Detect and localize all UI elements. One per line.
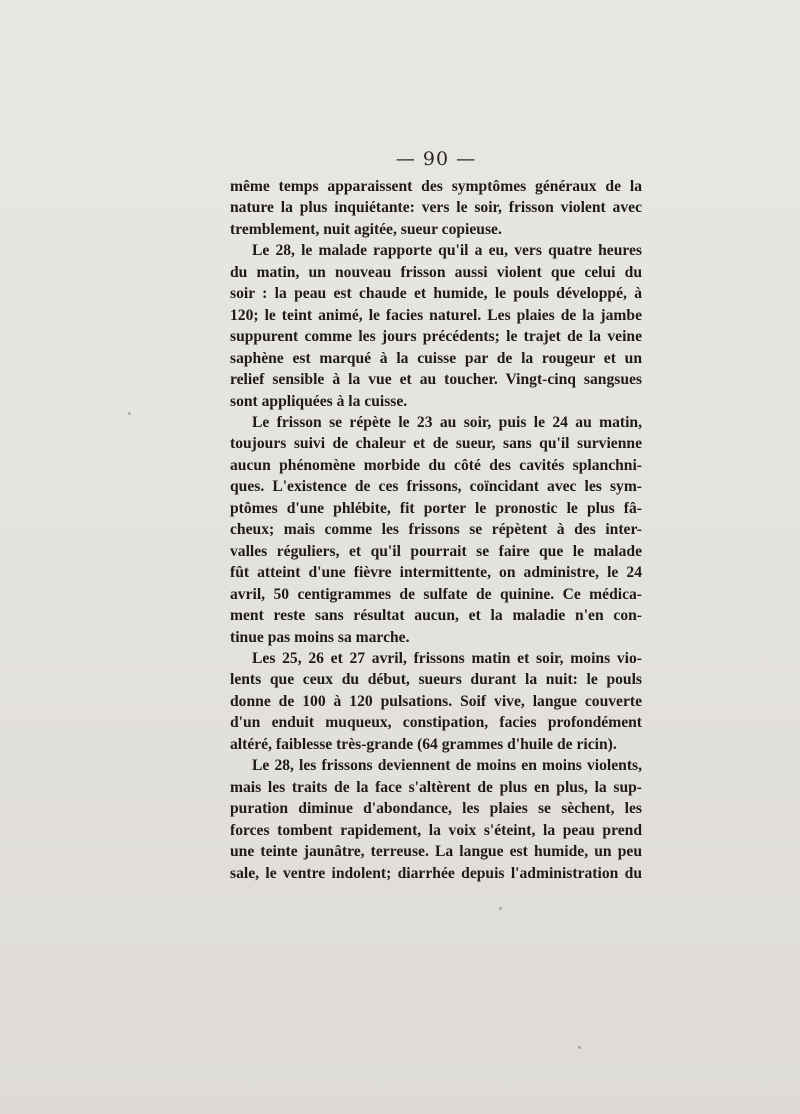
text-line: relief sensible à la vue et au toucher. Vingt-cinq sangsues (230, 371, 642, 389)
text-line: cheux; mais comme les frissons se répètent à des inter- (230, 521, 642, 539)
body-text (230, 176, 642, 884)
page-number: — 90 — (395, 148, 477, 170)
text-line: ptômes d'une phlébite, fit porter le pronostic le plus fâ- (230, 499, 642, 517)
text-line: une teinte jaunâtre, terreuse. La langue est humide, un peu (230, 843, 642, 861)
text-line: 120; le teint animé, le facies naturel. Les plaies de la jambe (230, 306, 642, 324)
text-line: ment reste sans résultat aucun, et la maladie n'en con- (230, 607, 642, 625)
text-line: sale, le ventre indolent; diarrhée depuis l'administration du (230, 864, 642, 882)
text-line: puration diminue d'abondance, les plaies se sèchent, les (230, 800, 642, 818)
text-line: d'un enduit muqueux, constipation, facies profondément (230, 714, 642, 732)
text-line: saphène est marqué à la cuisse par de la rougeur et un (230, 349, 642, 367)
text-line: tinue pas moins sa marche. (230, 628, 410, 646)
text-line: fût atteint d'une fièvre intermittente, on administre, le 24 (230, 564, 642, 582)
text-line: suppurent comme les jours précédents; le trajet de la veine (230, 328, 642, 346)
text-line: toujours suivi de chaleur et de sueur, sans qu'il survienne (230, 435, 642, 453)
text-line: même temps apparaissent des symptômes généraux de la (230, 178, 642, 195)
text-line: du matin, un nouveau frisson aussi violent que celui du (230, 263, 642, 281)
text-line: Les 25, 26 et 27 avril, frissons matin et soir, moins vio- (252, 649, 642, 667)
text-line: mais les traits de la face s'altèrent de plus en plus, la sup- (230, 778, 642, 796)
text-line: altéré, faiblesse très-grande (64 grammes d'huile de ricin). (230, 735, 617, 753)
text-line: ques. L'existence de ces frissons, coïncidant avec les sym- (230, 478, 642, 496)
text-line: soir : la peau est chaude et humide, le pouls développé, à (230, 285, 642, 303)
paper-speck (499, 907, 502, 910)
text-line: valles réguliers, et qu'il pourrait se faire que le malade (230, 542, 642, 560)
paragraph-3 (230, 412, 642, 648)
text-line: tremblement, nuit agitée, sueur copieuse. (230, 220, 502, 238)
paper-speck (578, 1046, 581, 1049)
text-line: Le 28, le malade rapporte qu'il a eu, vers quatre heures (252, 242, 642, 260)
text-line: forces tombent rapidement, la voix s'éteint, la peau prend (230, 821, 642, 839)
text-line: nature la plus inquiétante: vers le soir, frisson violent avec (230, 199, 642, 217)
paragraph-2 (230, 240, 642, 412)
text-line: Le 28, les frissons deviennent de moins en moins violents, (252, 757, 642, 775)
text-line: donne de 100 à 120 pulsations. Soif vive, langue couverte (230, 692, 642, 710)
text-line: sont appliquées à la cuisse. (230, 392, 408, 410)
text-line: lents que ceux du début, sueurs durant la nuit: le pouls (230, 671, 642, 689)
paragraph-4 (230, 648, 642, 755)
paper-speck (128, 412, 131, 415)
text-line: Le frisson se répète le 23 au soir, puis le 24 au matin, (252, 413, 642, 431)
text-line: aucun phénomène morbide du côté des cavités splanchni- (230, 456, 642, 474)
paragraph-5 (230, 755, 642, 884)
text-line: avril, 50 centigrammes de sulfate de quinine. Ce médica- (230, 585, 642, 603)
paragraph-1 (230, 176, 642, 240)
